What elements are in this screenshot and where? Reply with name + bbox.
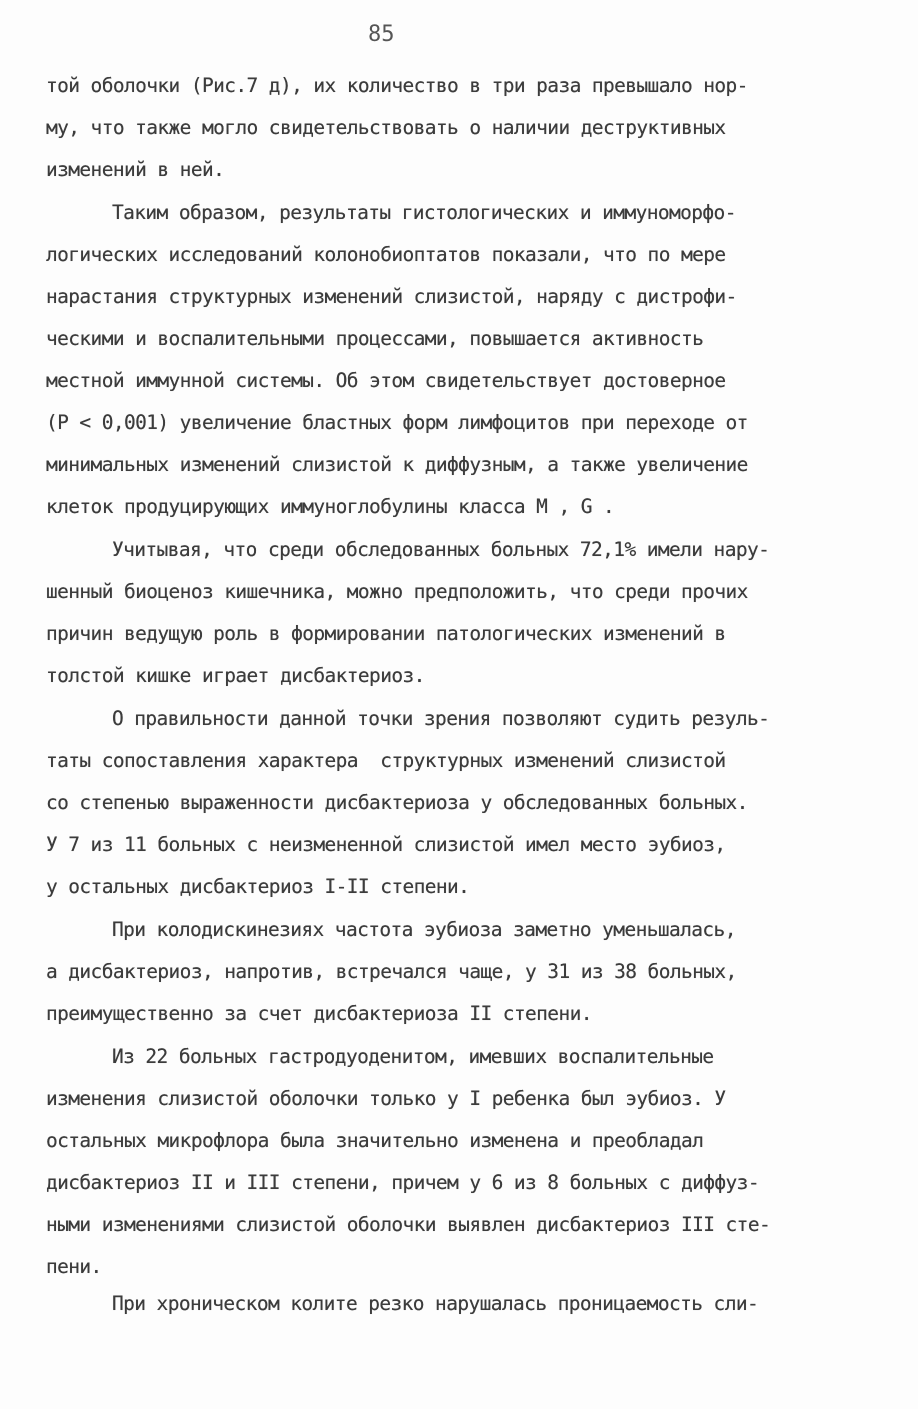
- text-line: ческими и воспалительными процессами, повышается активность: [46, 327, 704, 350]
- text-line: толстой кишке играет дисбактериоз.: [46, 664, 425, 687]
- text-line: ными изменениями слизистой оболочки выявлен дисбактериоз III сте-: [46, 1213, 771, 1236]
- paragraph-first-line: Из 22 больных гастродуоденитом, имевших воспалительные: [112, 1045, 714, 1068]
- text-line: (Р < 0,001) увеличение бластных форм лимфоцитов при переходе от: [46, 411, 748, 434]
- text-line: клеток продуцирующих иммуноглобулины класса М , G .: [46, 495, 615, 518]
- text-line: причин ведущую роль в формировании патологических изменений в: [46, 622, 726, 645]
- text-line: му, что также могло свидетельствовать о наличии деструктивных: [46, 116, 726, 139]
- text-line: а дисбактериоз, напротив, встречался чаще, у 31 из 38 больных,: [46, 960, 737, 983]
- text-line: местной иммунной системы. Об этом свидетельствует достоверное: [46, 369, 726, 392]
- paragraph-first-line: О правильности данной точки зрения позволяют судить резуль-: [112, 707, 770, 730]
- text-line: остальных микрофлора была значительно изменена и преобладал: [46, 1129, 704, 1152]
- text-line: изменений в ней.: [46, 158, 225, 181]
- paragraph-first-line: При колодискинезиях частота эубиоза заметно уменьшалась,: [112, 918, 736, 941]
- text-line: той оболочки (Рис.7 д), их количество в три раза превышало нор-: [46, 74, 748, 97]
- text-line: преимущественно за счет дисбактериоза II степени.: [46, 1002, 592, 1025]
- text-line: минимальных изменений слизистой к диффузным, а также увеличение: [46, 453, 748, 476]
- page-number: 85: [368, 22, 395, 47]
- paragraph-first-line: Учитывая, что среди обследованных больных 72,1% имели нару-: [112, 538, 770, 561]
- text-line: нарастания структурных изменений слизистой, наряду с дистрофи-: [46, 285, 737, 308]
- text-line: логических исследований колонобиоптатов показали, что по мере: [46, 243, 726, 266]
- text-line: дисбактериоз II и III степени, причем у 6 из 8 больных с диффуз-: [46, 1171, 759, 1194]
- text-line: у остальных дисбактериоз I-II степени.: [46, 875, 470, 898]
- paragraph-first-line: При хроническом колите резко нарушалась проницаемость сли-: [112, 1292, 759, 1315]
- text-line: У 7 из 11 больных с неизмененной слизистой имел место эубиоз,: [46, 833, 726, 856]
- text-line: таты сопоставления характера структурных изменений слизистой: [46, 749, 726, 772]
- text-line: со степенью выраженности дисбактериоза у обследованных больных.: [46, 791, 748, 814]
- text-line: изменения слизистой оболочки только у I ребенка был эубиоз. У: [46, 1087, 726, 1110]
- text-line: пени.: [46, 1255, 102, 1278]
- text-line: шенный биоценоз кишечника, можно предположить, что среди прочих: [46, 580, 748, 603]
- paragraph-first-line: Таким образом, результаты гистологических и иммуноморфо-: [112, 201, 736, 224]
